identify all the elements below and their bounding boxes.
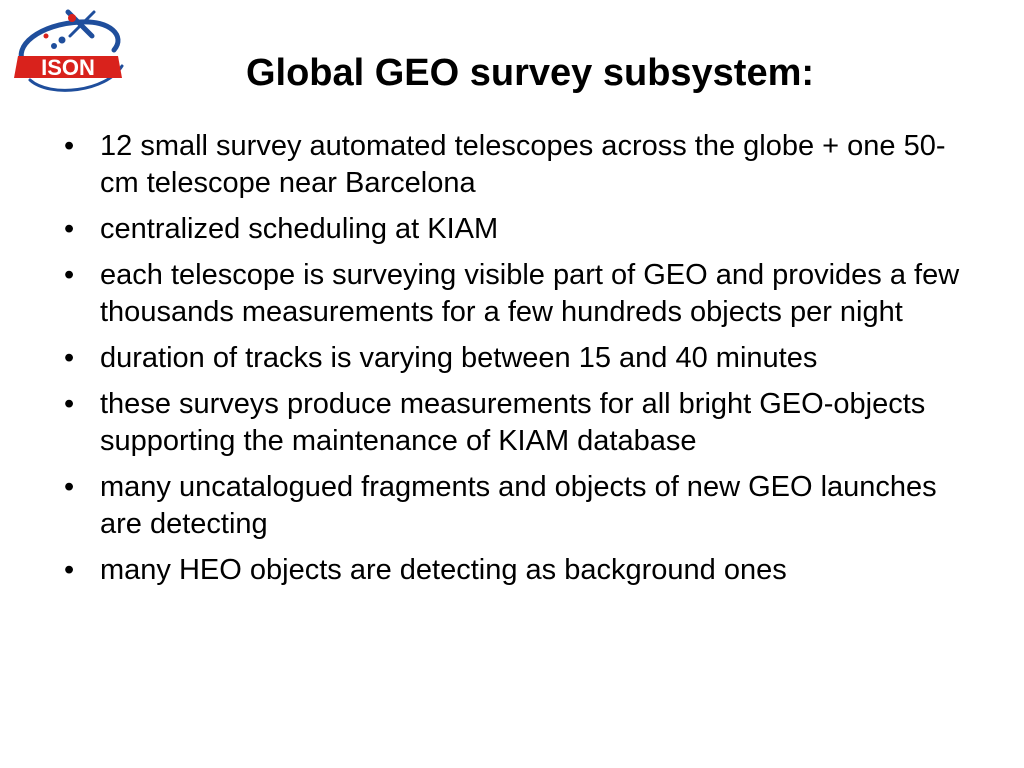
bullet-list <box>60 128 960 598</box>
bullet-text: centralized scheduling at KIAM <box>100 213 499 245</box>
bullet-text: many uncatalogued fragments and objects of new GEO launches are detecting <box>100 471 937 540</box>
bullet-dot: • <box>64 130 75 162</box>
page-title: Global GEO survey subsystem: <box>245 52 815 94</box>
bullet-dot: • <box>64 342 75 374</box>
list-item <box>60 340 960 377</box>
list-item <box>60 257 960 331</box>
bullet-text: 12 small survey automated telescopes across the globe + one 50-cm telescope near Barcelona <box>100 130 946 199</box>
bullet-text: these surveys produce measurements for all bright GEO-objects supporting the maintenance of KIAM database <box>100 388 926 457</box>
list-item <box>60 386 960 460</box>
bullet-dot: • <box>64 471 75 503</box>
bullet-dot: • <box>64 554 75 586</box>
bullet-dot: • <box>64 213 75 245</box>
ison-logo-icon <box>10 6 128 98</box>
bullet-text: duration of tracks is varying between 15 and 40 minutes <box>100 342 818 374</box>
bullet-text: many HEO objects are detecting as background ones <box>100 554 787 586</box>
list-item <box>60 552 960 589</box>
bullet-text: each telescope is surveying visible part of GEO and provides a few thousands measurements for a few hundreds objects per night <box>100 259 960 328</box>
logo-text: ISON <box>41 55 95 80</box>
list-item <box>60 128 960 202</box>
list-item <box>60 211 960 248</box>
list-item <box>60 469 960 543</box>
bullet-dot: • <box>64 259 75 291</box>
bullet-dot: • <box>64 388 75 420</box>
ison-logo <box>10 6 128 98</box>
